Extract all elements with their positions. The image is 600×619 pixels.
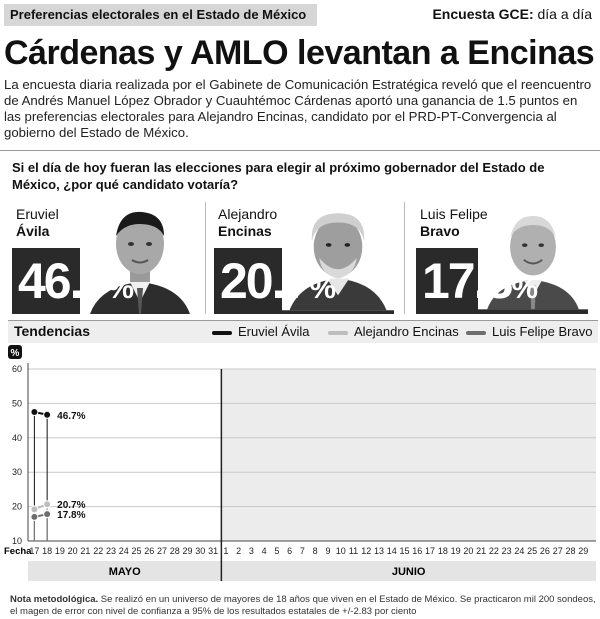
x-tick-label: 23: [501, 546, 512, 556]
note-title: Nota metodológica.: [10, 594, 99, 605]
percent-value: 17.8: [422, 253, 512, 309]
x-tick-label: 15: [399, 546, 410, 556]
percent-value: 20.7: [220, 253, 310, 309]
y-tick-label: 10: [11, 536, 22, 546]
x-tick-label: 22: [488, 546, 499, 556]
divider: [404, 202, 405, 314]
percent-symbol: %: [309, 272, 337, 305]
survey-question: Si el día de hoy fueran las elecciones para elegir al próximo gobernador del Estado de México, ¿por qué candidato votaría?: [12, 160, 545, 192]
y-tick-label: 40: [11, 432, 22, 443]
x-tick-label: 22: [93, 546, 104, 556]
series-value-label: 20.7%: [57, 500, 86, 512]
x-tick-label: 19: [54, 546, 65, 556]
x-tick-label: 1: [223, 546, 229, 556]
candidate-last-name: Encinas: [218, 223, 272, 239]
x-axis-label: Fecha: [4, 546, 32, 557]
legend-swatch: [212, 331, 232, 335]
survey-tag-bold: Encuesta GCE:: [432, 6, 534, 22]
x-tick-label: 20: [67, 546, 78, 556]
candidate-card-avila: [12, 202, 200, 314]
x-tick-label: 6: [287, 546, 293, 556]
series-point: [31, 513, 38, 520]
percent-symbol: %: [511, 272, 539, 305]
x-tick-label: 30: [195, 546, 206, 556]
candidate-card-bravo: [416, 202, 588, 314]
x-tick-label: 21: [476, 546, 487, 556]
x-tick-label: 28: [169, 546, 180, 556]
x-tick-label: 29: [182, 546, 193, 556]
x-tick-label: 18: [437, 546, 448, 556]
trend-chart: [0, 343, 600, 591]
series-point: [31, 409, 38, 416]
methodology-note: [10, 594, 596, 618]
candidate-last-name: Ávila: [16, 223, 50, 239]
x-tick-label: 8: [312, 546, 318, 556]
x-tick-label: 7: [299, 546, 305, 556]
x-tick-label: 23: [105, 546, 116, 556]
y-tick-label: 20: [11, 501, 22, 512]
candidate-percent: [220, 250, 336, 320]
y-tick-label: 50: [11, 398, 22, 409]
series-point: [44, 411, 51, 418]
candidate-first-name: Eruviel: [16, 206, 59, 222]
y-tick-label: 60: [11, 364, 22, 374]
x-tick-label: 13: [374, 546, 385, 556]
percent-symbol: %: [107, 272, 135, 305]
x-tick-label: 14: [386, 546, 397, 556]
month-label: JUNIO: [391, 566, 426, 578]
series-point: [44, 511, 51, 518]
candidate-first-name: Alejandro: [218, 206, 278, 222]
x-tick-label: 25: [527, 546, 538, 556]
trends-title: Tendencias: [14, 323, 90, 339]
legend-swatch: [466, 331, 486, 335]
x-tick-label: 17: [29, 546, 40, 556]
candidate-percent: [18, 250, 134, 320]
x-tick-label: 19: [450, 546, 461, 556]
month-label: MAYO: [108, 566, 141, 578]
divider: [205, 202, 206, 314]
x-tick-label: 11: [348, 546, 359, 556]
legend-item: [212, 324, 310, 339]
x-tick-label: 28: [565, 546, 576, 556]
legend-item: [328, 324, 459, 339]
legend-label: Eruviel Ávila: [238, 324, 310, 339]
x-tick-label: 4: [261, 546, 267, 556]
x-tick-label: 18: [42, 546, 53, 556]
candidate-last-name: Bravo: [420, 223, 460, 239]
x-tick-label: 29: [578, 546, 589, 556]
x-tick-label: 25: [131, 546, 142, 556]
x-tick-label: 24: [514, 546, 525, 556]
x-tick-label: 17: [425, 546, 436, 556]
x-tick-label: 12: [361, 546, 372, 556]
legend-label: Luis Felipe Bravo: [492, 324, 593, 339]
x-tick-label: 3: [248, 546, 254, 556]
june-shade: [221, 369, 596, 541]
x-tick-label: 5: [274, 546, 280, 556]
legend-swatch: [328, 331, 348, 335]
candidate-percent: [422, 250, 538, 320]
x-tick-label: 20: [463, 546, 474, 556]
percent-value: 46.7: [18, 253, 108, 309]
x-tick-label: 9: [325, 546, 331, 556]
divider: [0, 150, 600, 151]
x-tick-label: 26: [144, 546, 155, 556]
y-tick-label: 30: [11, 467, 22, 478]
x-tick-label: 27: [552, 546, 563, 556]
y-axis-label: %: [10, 348, 20, 359]
x-tick-label: 21: [80, 546, 91, 556]
candidate-card-encinas: [214, 202, 394, 314]
section-banner: [4, 4, 317, 26]
survey-tag-rest: día a día: [533, 6, 592, 22]
candidate-first-name: Luis Felipe: [420, 206, 488, 222]
series-point: [31, 506, 38, 513]
x-tick-label: 10: [335, 546, 346, 556]
note-text: Se realizó en un universo de mayores de 18 años que viven en el Estado de México. Se practicaron mil 200 sondeos, el magen de error con nivel de confianza a 95% de los resultados estatales de +/-2.83 por ciento: [10, 594, 596, 617]
legend-label: Alejandro Encinas: [354, 324, 459, 339]
survey-tag: [432, 6, 592, 22]
x-tick-label: 31: [208, 546, 219, 556]
series-value-label: 46.7%: [57, 410, 86, 422]
x-tick-label: 26: [539, 546, 550, 556]
legend-item: [466, 324, 592, 339]
series-value-label: 17.8%: [57, 510, 86, 522]
x-tick-label: 24: [118, 546, 129, 556]
x-tick-label: 27: [157, 546, 168, 556]
series-point: [44, 501, 51, 508]
x-tick-label: 2: [236, 546, 242, 556]
lead-paragraph: La encuesta diaria realizada por el Gabinete de Comunicación Estratégica reveló que el reencuentro de Andrés Manuel López Obrador y Cuauhtémoc Cárdenas aportó una ganancia de 1.5 puntos en las preferencias electorales para Alejandro Encinas, candidato por el PRD-PT-Convergencia al gobierno del Estado de México.: [4, 77, 592, 140]
x-tick-label: 16: [412, 546, 423, 556]
section-title: Preferencias electorales en el Estado de México: [10, 7, 307, 22]
headline: Cárdenas y AMLO levantan a Encinas: [4, 34, 595, 72]
